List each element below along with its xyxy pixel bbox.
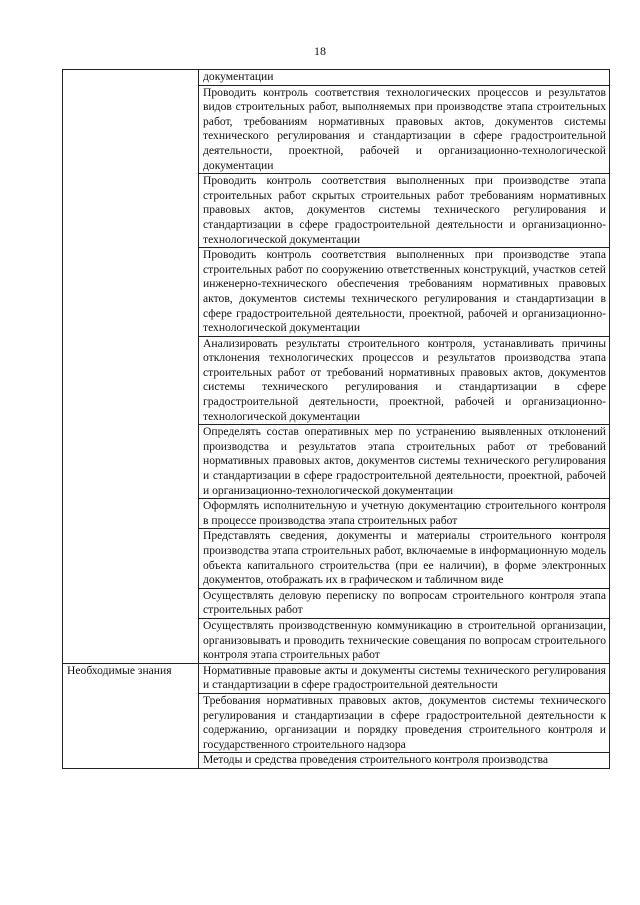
section-label-knowledge: Необходимые знания: [63, 663, 199, 768]
table-cell: Проводить контроль соответствия выполненных при производстве этапа строительных работ по сооружению ответственных конструкций, участков сетей инженерно-технического обеспечения требованиям нормативных правовых актов, документов системы технического регулирования и стандартизации в сфере градостроительной деятельности, проектной, рабочей и организационно-технологической документации: [199, 248, 610, 337]
table-cell: Оформлять исполнительную и учетную документацию строительного контроля в процессе производства этапа строительных работ: [199, 499, 610, 529]
section-label-skills: [63, 70, 199, 664]
page-number: 18: [314, 44, 326, 58]
table-cell: Осуществлять производственную коммуникацию в строительной организации, организовывать и проводить технические совещания по вопросам строительного контроля этапа строительных работ: [199, 618, 610, 663]
table-cell: Представлять сведения, документы и материалы строительного контроля производства этапа строительных работ, включаемые в информационную модель объекта капитального строительства (при ее наличии), в форме электронных документов, отображать их в графическом и табличном виде: [199, 529, 610, 588]
table-cell: Определять состав оперативных мер по устранению выявленных отклонений производства и результатов этапа строительных работ от требований нормативных правовых актов, документов системы технического регулирования и стандартизации в сфере градостроительной деятельности, проектной, рабочей и организационно-технологической документации: [199, 425, 610, 499]
table-cell: Проводить контроль соответствия выполненных при производстве этапа строительных работ скрытых строительных работ требованиям нормативных правовых актов, документов системы технического регулирования и стандартизации в сфере градостроительной деятельности и организационно-технологической документации: [199, 174, 610, 248]
table-cell: Осуществлять деловую переписку по вопросам строительного контроля этапа строительных работ: [199, 588, 610, 618]
competency-table: [62, 69, 610, 769]
table-cell: Проводить контроль соответствия технологических процессов и результатов видов строительных работ, выполняемых при производстве этапа строительных работ, требованиям нормативных правовых актов, документов системы технического регулирования и стандартизации в сфере градостроительной деятельности, проектной, рабочей и организационно-технологической документации: [199, 85, 610, 174]
table-cell: Анализировать результаты строительного контроля, устанавливать причины отклонения технологических процессов и результатов производства этапа строительных работ от требований нормативных правовых актов, документов системы технического регулирования и стандартизации в сфере градостроительной деятельности, проектной, рабочей и организационно-технологической документации: [199, 336, 610, 425]
table-cell: Методы и средства проведения строительного контроля производства: [199, 753, 610, 769]
table-cell: документации: [199, 70, 610, 86]
table-cell: Требования нормативных правовых актов, документов системы технического регулирования и стандартизации в сфере градостроительной деятельности к содержанию, организации и порядку проведения строительного контроля и государственного строительного надзора: [199, 693, 610, 752]
table-cell: Нормативные правовые акты и документы системы технического регулирования и стандартизации в сфере градостроительной деятельности: [199, 663, 610, 693]
table-row: [63, 70, 610, 86]
table-row: [63, 663, 610, 693]
